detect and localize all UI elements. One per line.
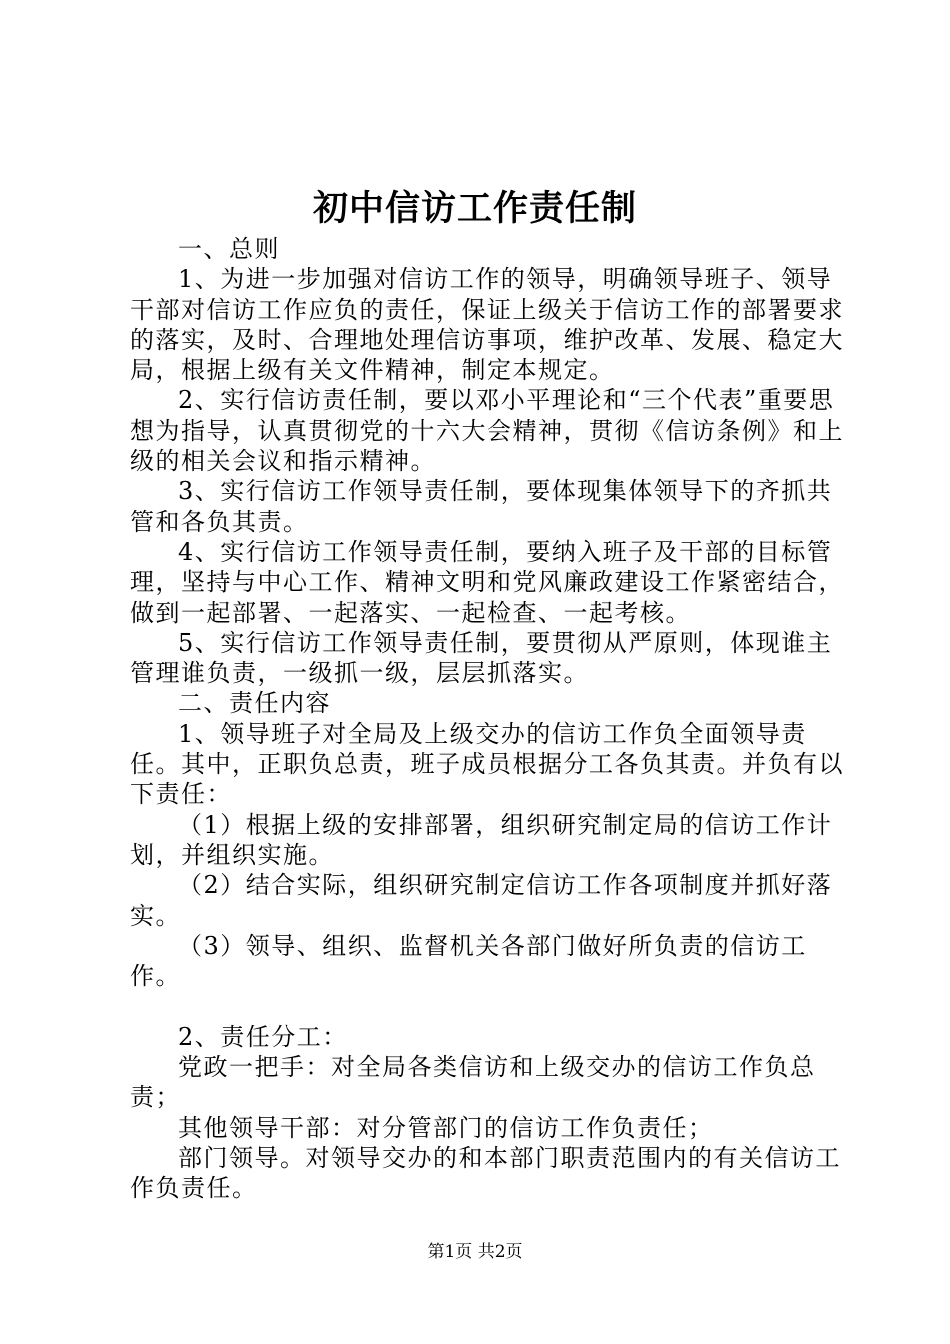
paragraph: 1、领导班子对全局及上级交办的信访工作负全面领导责任。其中，正职负总责，班子成员根据分工各负其责。并负有以下责任： <box>130 719 844 809</box>
section-heading: 一、总则 <box>178 235 280 263</box>
paragraph: 其他领导干部：对分管部门的信访工作负责任； <box>178 1113 714 1142</box>
paragraph: 4、实行信访工作领导责任制，要纳入班子及干部的目标管理，坚持与中心工作、精神文明和党风廉政建设工作紧密结合，做到一起部署、一起落实、一起检查、一起考核。 <box>130 537 844 627</box>
paragraph: 2、实行信访责任制，要以邓小平理论和“三个代表”重要思想为指导，认真贯彻党的十六大会精神，贯彻《信访条例》和上级的相关会议和指示精神。 <box>130 386 844 476</box>
paragraph: 部门领导。对领导交办的和本部门职责范围内的有关信访工作负责任。 <box>130 1143 841 1203</box>
paragraph: 3、实行信访工作领导责任制，要体现集体领导下的齐抓共管和各负其责。 <box>130 477 833 536</box>
paragraph: （1）根据上级的安排部署，组织研究制定局的信访工作计划，并组织实施。 <box>130 810 833 869</box>
document-title: 初中信访工作责任制 <box>312 188 637 229</box>
page-indicator: 第1页 共2页 <box>427 1242 523 1262</box>
document-body <box>130 234 848 1204</box>
paragraph: （2）结合实际，组织研究制定信访工作各项制度并抓好落实。 <box>130 871 833 930</box>
blank-line <box>130 991 848 1021</box>
paragraph: （3）领导、组织、监督机关各部门做好所负责的信访工作。 <box>130 931 807 991</box>
paragraph: 5、实行信访工作领导责任制，要贯彻从严原则，体现谁主管理谁负责，一级抓一级，层层抓落实。 <box>130 628 833 688</box>
section-heading: 二、责任内容 <box>178 689 331 718</box>
paragraph: 2、责任分工： <box>178 1022 348 1051</box>
paragraph: 党政一把手：对全局各类信访和上级交办的信访工作负总责； <box>130 1053 816 1112</box>
paragraph: 1、为进一步加强对信访工作的领导，明确领导班子、领导干部对信访工作应负的责任，保证上级关于信访工作的部署要求的落实，及时、合理地处理信访事项，维护改革、发展、稳定大局，根据上级有关文件精神，制定本规定。 <box>130 265 844 385</box>
